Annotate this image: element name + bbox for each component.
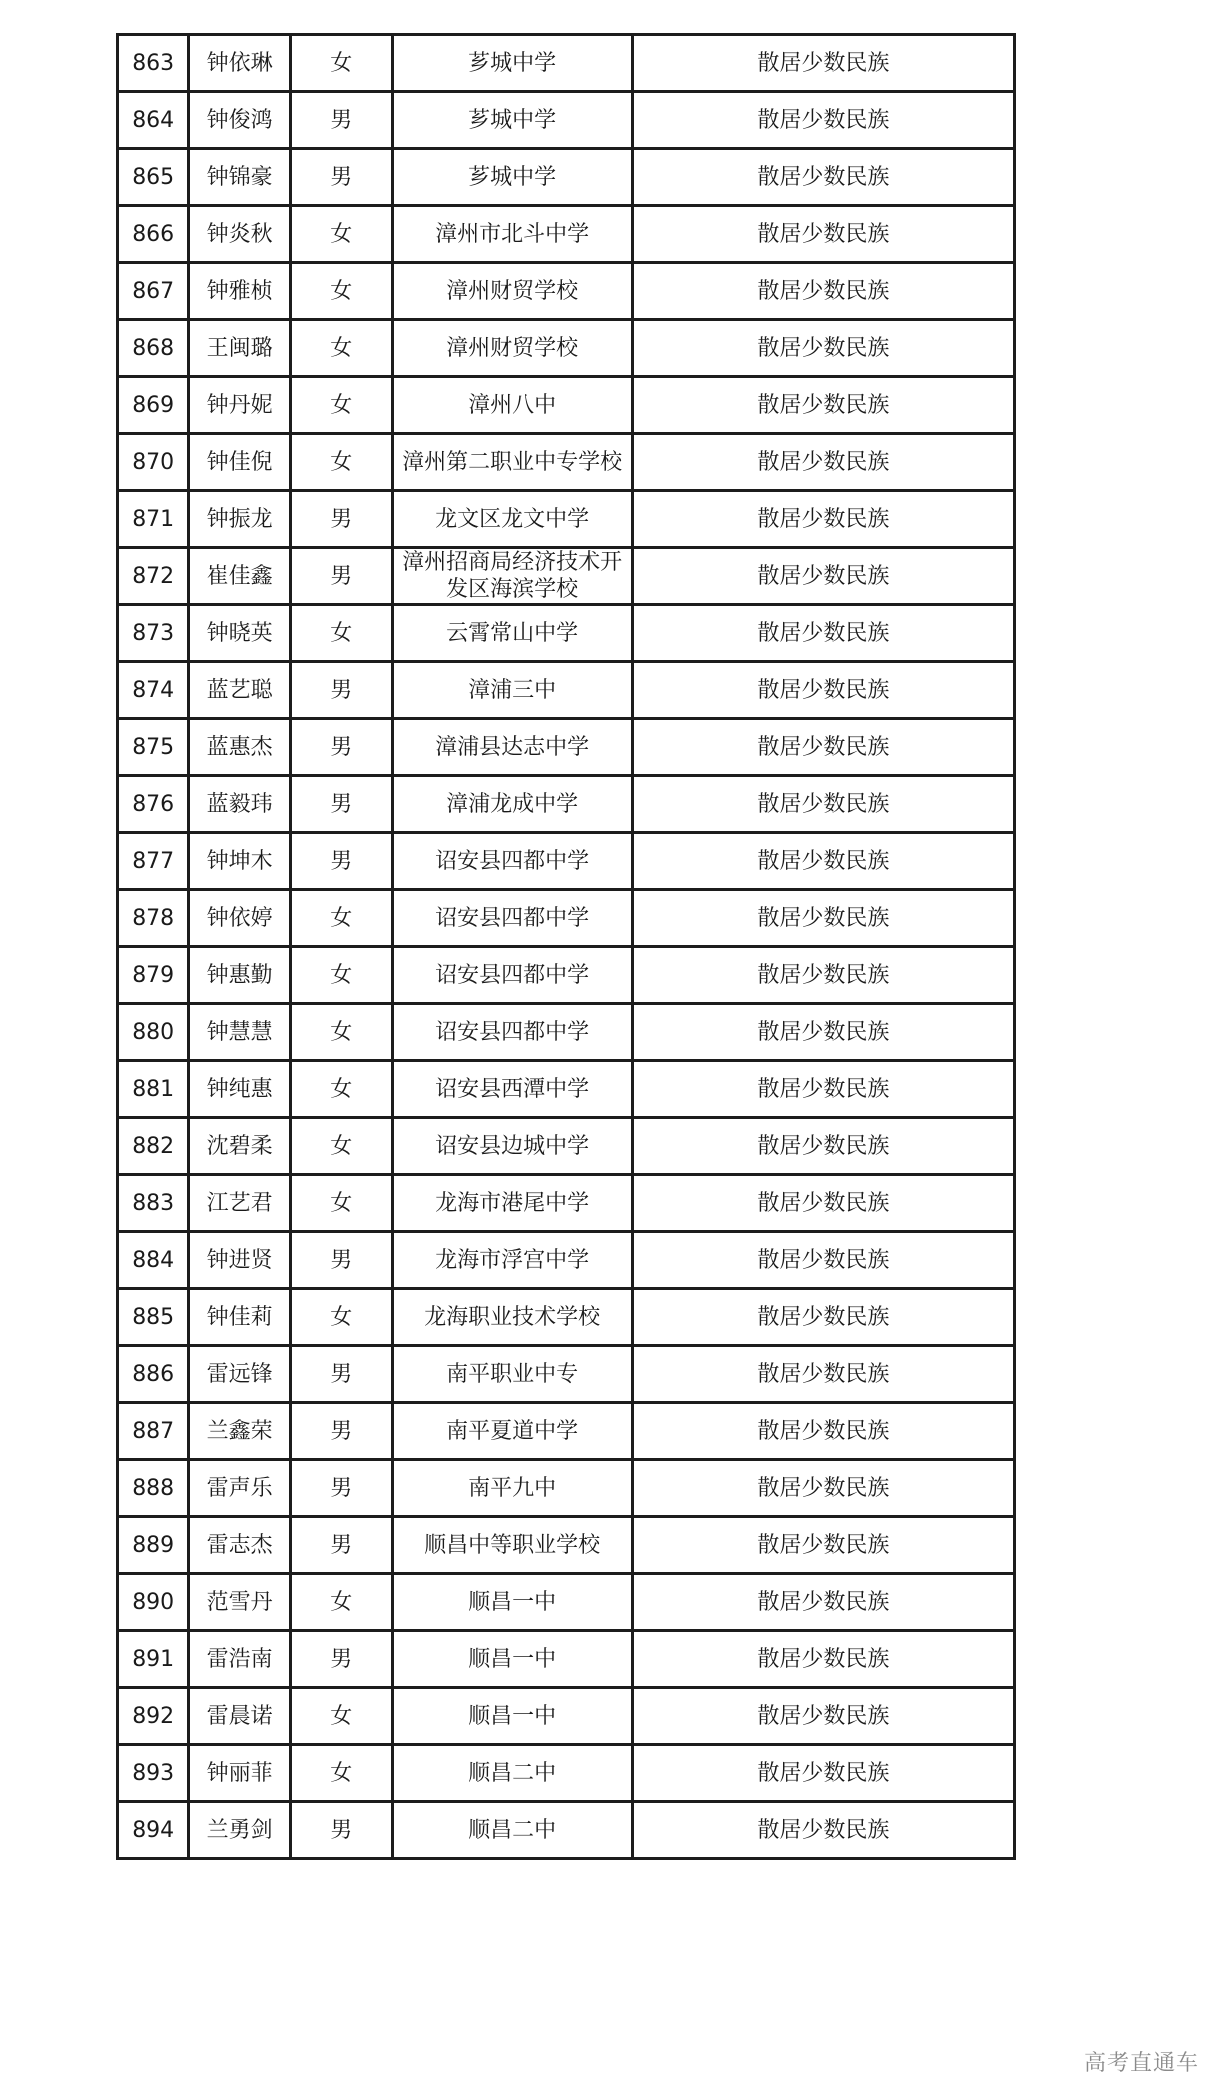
row-number-cell: 863 — [118, 35, 189, 92]
row-number-cell: 892 — [118, 1688, 189, 1745]
category-cell: 散居少数民族 — [632, 377, 1014, 434]
row-number-cell: 891 — [118, 1631, 189, 1688]
gender-cell: 男 — [290, 548, 392, 605]
category-cell: 散居少数民族 — [632, 1574, 1014, 1631]
student-name-cell: 雷声乐 — [189, 1460, 291, 1517]
gender-cell: 女 — [290, 434, 392, 491]
roster-table — [116, 33, 1016, 1860]
category-cell: 散居少数民族 — [632, 1745, 1014, 1802]
gender-cell: 男 — [290, 149, 392, 206]
school-cell: 顺昌中等职业学校 — [392, 1517, 632, 1574]
student-name-cell: 蓝毅玮 — [189, 776, 291, 833]
category-cell: 散居少数民族 — [632, 1517, 1014, 1574]
student-name-cell: 钟俊鸿 — [189, 92, 291, 149]
gender-cell: 男 — [290, 833, 392, 890]
student-name-cell: 兰勇剑 — [189, 1802, 291, 1859]
table-row — [118, 719, 1015, 776]
student-name-cell: 江艺君 — [189, 1175, 291, 1232]
table-row — [118, 1232, 1015, 1289]
category-cell: 散居少数民族 — [632, 434, 1014, 491]
row-number-cell: 888 — [118, 1460, 189, 1517]
gender-cell: 男 — [290, 1802, 392, 1859]
row-number-cell: 874 — [118, 662, 189, 719]
table-row — [118, 890, 1015, 947]
gender-cell: 女 — [290, 1061, 392, 1118]
student-name-cell: 钟丹妮 — [189, 377, 291, 434]
category-cell: 散居少数民族 — [632, 719, 1014, 776]
gender-cell: 女 — [290, 1118, 392, 1175]
gender-cell: 男 — [290, 776, 392, 833]
row-number-cell: 878 — [118, 890, 189, 947]
gender-cell: 男 — [290, 662, 392, 719]
gender-cell: 男 — [290, 1403, 392, 1460]
student-name-cell: 钟雅桢 — [189, 263, 291, 320]
table-row — [118, 833, 1015, 890]
gender-cell: 男 — [290, 1517, 392, 1574]
row-number-cell: 887 — [118, 1403, 189, 1460]
table-row — [118, 206, 1015, 263]
table-row — [118, 1745, 1015, 1802]
table-row — [118, 1289, 1015, 1346]
table-row — [118, 1631, 1015, 1688]
category-cell: 散居少数民族 — [632, 890, 1014, 947]
category-cell: 散居少数民族 — [632, 320, 1014, 377]
school-cell: 漳州财贸学校 — [392, 263, 632, 320]
school-cell: 漳浦县达志中学 — [392, 719, 632, 776]
school-cell: 龙海市浮宫中学 — [392, 1232, 632, 1289]
table-row — [118, 434, 1015, 491]
table-row — [118, 1403, 1015, 1460]
category-cell: 散居少数民族 — [632, 1232, 1014, 1289]
table-row — [118, 491, 1015, 548]
school-cell: 顺昌一中 — [392, 1688, 632, 1745]
row-number-cell: 883 — [118, 1175, 189, 1232]
school-cell: 南平九中 — [392, 1460, 632, 1517]
student-name-cell: 雷晨诺 — [189, 1688, 291, 1745]
gender-cell: 男 — [290, 1631, 392, 1688]
category-cell: 散居少数民族 — [632, 548, 1014, 605]
table-row — [118, 947, 1015, 1004]
school-cell: 漳州市北斗中学 — [392, 206, 632, 263]
gender-cell: 女 — [290, 605, 392, 662]
student-name-cell: 蓝惠杰 — [189, 719, 291, 776]
row-number-cell: 881 — [118, 1061, 189, 1118]
student-name-cell: 钟锦豪 — [189, 149, 291, 206]
category-cell: 散居少数民族 — [632, 1688, 1014, 1745]
table-row — [118, 1061, 1015, 1118]
gender-cell: 女 — [290, 1175, 392, 1232]
school-cell: 漳州八中 — [392, 377, 632, 434]
student-name-cell: 兰鑫荣 — [189, 1403, 291, 1460]
row-number-cell: 875 — [118, 719, 189, 776]
school-cell: 漳浦三中 — [392, 662, 632, 719]
row-number-cell: 884 — [118, 1232, 189, 1289]
school-cell: 顺昌二中 — [392, 1745, 632, 1802]
school-cell: 龙海职业技术学校 — [392, 1289, 632, 1346]
gender-cell: 女 — [290, 35, 392, 92]
table-row — [118, 548, 1015, 605]
student-name-cell: 钟晓英 — [189, 605, 291, 662]
table-row — [118, 1004, 1015, 1061]
student-name-cell: 钟依琳 — [189, 35, 291, 92]
category-cell: 散居少数民族 — [632, 92, 1014, 149]
category-cell: 散居少数民族 — [632, 35, 1014, 92]
school-cell: 漳州财贸学校 — [392, 320, 632, 377]
student-name-cell: 王闽璐 — [189, 320, 291, 377]
student-name-cell: 钟惠勤 — [189, 947, 291, 1004]
school-cell: 诏安县四都中学 — [392, 890, 632, 947]
student-name-cell: 雷浩南 — [189, 1631, 291, 1688]
student-name-cell: 钟坤木 — [189, 833, 291, 890]
row-number-cell: 867 — [118, 263, 189, 320]
student-name-cell: 雷志杰 — [189, 1517, 291, 1574]
school-cell: 顺昌一中 — [392, 1574, 632, 1631]
row-number-cell: 868 — [118, 320, 189, 377]
category-cell: 散居少数民族 — [632, 1289, 1014, 1346]
roster-table-body — [118, 35, 1015, 1859]
category-cell: 散居少数民族 — [632, 1118, 1014, 1175]
student-name-cell: 钟慧慧 — [189, 1004, 291, 1061]
row-number-cell: 872 — [118, 548, 189, 605]
row-number-cell: 886 — [118, 1346, 189, 1403]
school-cell: 龙文区龙文中学 — [392, 491, 632, 548]
student-name-cell: 钟佳倪 — [189, 434, 291, 491]
student-name-cell: 钟佳莉 — [189, 1289, 291, 1346]
category-cell: 散居少数民族 — [632, 149, 1014, 206]
table-row — [118, 1460, 1015, 1517]
category-cell: 散居少数民族 — [632, 776, 1014, 833]
school-cell: 漳浦龙成中学 — [392, 776, 632, 833]
gender-cell: 男 — [290, 1232, 392, 1289]
row-number-cell: 869 — [118, 377, 189, 434]
gender-cell: 男 — [290, 491, 392, 548]
school-cell: 芗城中学 — [392, 92, 632, 149]
table-row — [118, 1346, 1015, 1403]
row-number-cell: 876 — [118, 776, 189, 833]
school-cell: 南平职业中专 — [392, 1346, 632, 1403]
table-row — [118, 320, 1015, 377]
category-cell: 散居少数民族 — [632, 1802, 1014, 1859]
row-number-cell: 880 — [118, 1004, 189, 1061]
table-row — [118, 263, 1015, 320]
school-cell: 漳州第二职业中专学校 — [392, 434, 632, 491]
student-name-cell: 钟炎秋 — [189, 206, 291, 263]
school-cell: 芗城中学 — [392, 149, 632, 206]
category-cell: 散居少数民族 — [632, 833, 1014, 890]
category-cell: 散居少数民族 — [632, 491, 1014, 548]
student-name-cell: 范雪丹 — [189, 1574, 291, 1631]
row-number-cell: 894 — [118, 1802, 189, 1859]
school-cell: 云霄常山中学 — [392, 605, 632, 662]
category-cell: 散居少数民族 — [632, 206, 1014, 263]
table-row — [118, 1517, 1015, 1574]
row-number-cell: 871 — [118, 491, 189, 548]
gender-cell: 女 — [290, 1574, 392, 1631]
row-number-cell: 864 — [118, 92, 189, 149]
category-cell: 散居少数民族 — [632, 947, 1014, 1004]
table-row — [118, 149, 1015, 206]
category-cell: 散居少数民族 — [632, 1403, 1014, 1460]
student-name-cell: 钟进贤 — [189, 1232, 291, 1289]
row-number-cell: 870 — [118, 434, 189, 491]
table-row — [118, 1802, 1015, 1859]
row-number-cell: 865 — [118, 149, 189, 206]
student-name-cell: 钟纯惠 — [189, 1061, 291, 1118]
school-cell: 漳州招商局经济技术开发区海滨学校 — [392, 548, 632, 605]
table-row — [118, 1118, 1015, 1175]
gender-cell: 女 — [290, 320, 392, 377]
category-cell: 散居少数民族 — [632, 1631, 1014, 1688]
student-name-cell: 钟丽菲 — [189, 1745, 291, 1802]
row-number-cell: 889 — [118, 1517, 189, 1574]
gender-cell: 女 — [290, 1688, 392, 1745]
gender-cell: 女 — [290, 206, 392, 263]
student-name-cell: 钟振龙 — [189, 491, 291, 548]
gender-cell: 女 — [290, 1289, 392, 1346]
table-row — [118, 377, 1015, 434]
row-number-cell: 873 — [118, 605, 189, 662]
gender-cell: 女 — [290, 263, 392, 320]
school-cell: 诏安县边城中学 — [392, 1118, 632, 1175]
gender-cell: 女 — [290, 890, 392, 947]
row-number-cell: 879 — [118, 947, 189, 1004]
row-number-cell: 890 — [118, 1574, 189, 1631]
watermark-text: 高考直通车 — [1083, 2051, 1199, 2076]
category-cell: 散居少数民族 — [632, 662, 1014, 719]
category-cell: 散居少数民族 — [632, 605, 1014, 662]
school-cell: 顺昌二中 — [392, 1802, 632, 1859]
school-cell: 南平夏道中学 — [392, 1403, 632, 1460]
table-row — [118, 776, 1015, 833]
gender-cell: 男 — [290, 92, 392, 149]
school-cell: 龙海市港尾中学 — [392, 1175, 632, 1232]
student-name-cell: 雷远锋 — [189, 1346, 291, 1403]
table-row — [118, 92, 1015, 149]
gender-cell: 女 — [290, 1745, 392, 1802]
student-name-cell: 沈碧柔 — [189, 1118, 291, 1175]
table-row — [118, 35, 1015, 92]
table-row — [118, 1688, 1015, 1745]
student-name-cell: 崔佳鑫 — [189, 548, 291, 605]
school-cell: 芗城中学 — [392, 35, 632, 92]
school-cell: 诏安县四都中学 — [392, 1004, 632, 1061]
school-cell: 顺昌一中 — [392, 1631, 632, 1688]
student-name-cell: 蓝艺聪 — [189, 662, 291, 719]
row-number-cell: 893 — [118, 1745, 189, 1802]
row-number-cell: 882 — [118, 1118, 189, 1175]
table-row — [118, 1574, 1015, 1631]
table-row — [118, 1175, 1015, 1232]
gender-cell: 女 — [290, 377, 392, 434]
row-number-cell: 866 — [118, 206, 189, 263]
gender-cell: 男 — [290, 1346, 392, 1403]
gender-cell: 女 — [290, 947, 392, 1004]
gender-cell: 男 — [290, 1460, 392, 1517]
category-cell: 散居少数民族 — [632, 1061, 1014, 1118]
row-number-cell: 877 — [118, 833, 189, 890]
student-name-cell: 钟依婷 — [189, 890, 291, 947]
gender-cell: 男 — [290, 719, 392, 776]
category-cell: 散居少数民族 — [632, 1346, 1014, 1403]
row-number-cell: 885 — [118, 1289, 189, 1346]
school-cell: 诏安县西潭中学 — [392, 1061, 632, 1118]
table-row — [118, 605, 1015, 662]
school-cell: 诏安县四都中学 — [392, 947, 632, 1004]
category-cell: 散居少数民族 — [632, 263, 1014, 320]
school-cell: 诏安县四都中学 — [392, 833, 632, 890]
gender-cell: 女 — [290, 1004, 392, 1061]
table-row — [118, 662, 1015, 719]
category-cell: 散居少数民族 — [632, 1460, 1014, 1517]
category-cell: 散居少数民族 — [632, 1175, 1014, 1232]
category-cell: 散居少数民族 — [632, 1004, 1014, 1061]
